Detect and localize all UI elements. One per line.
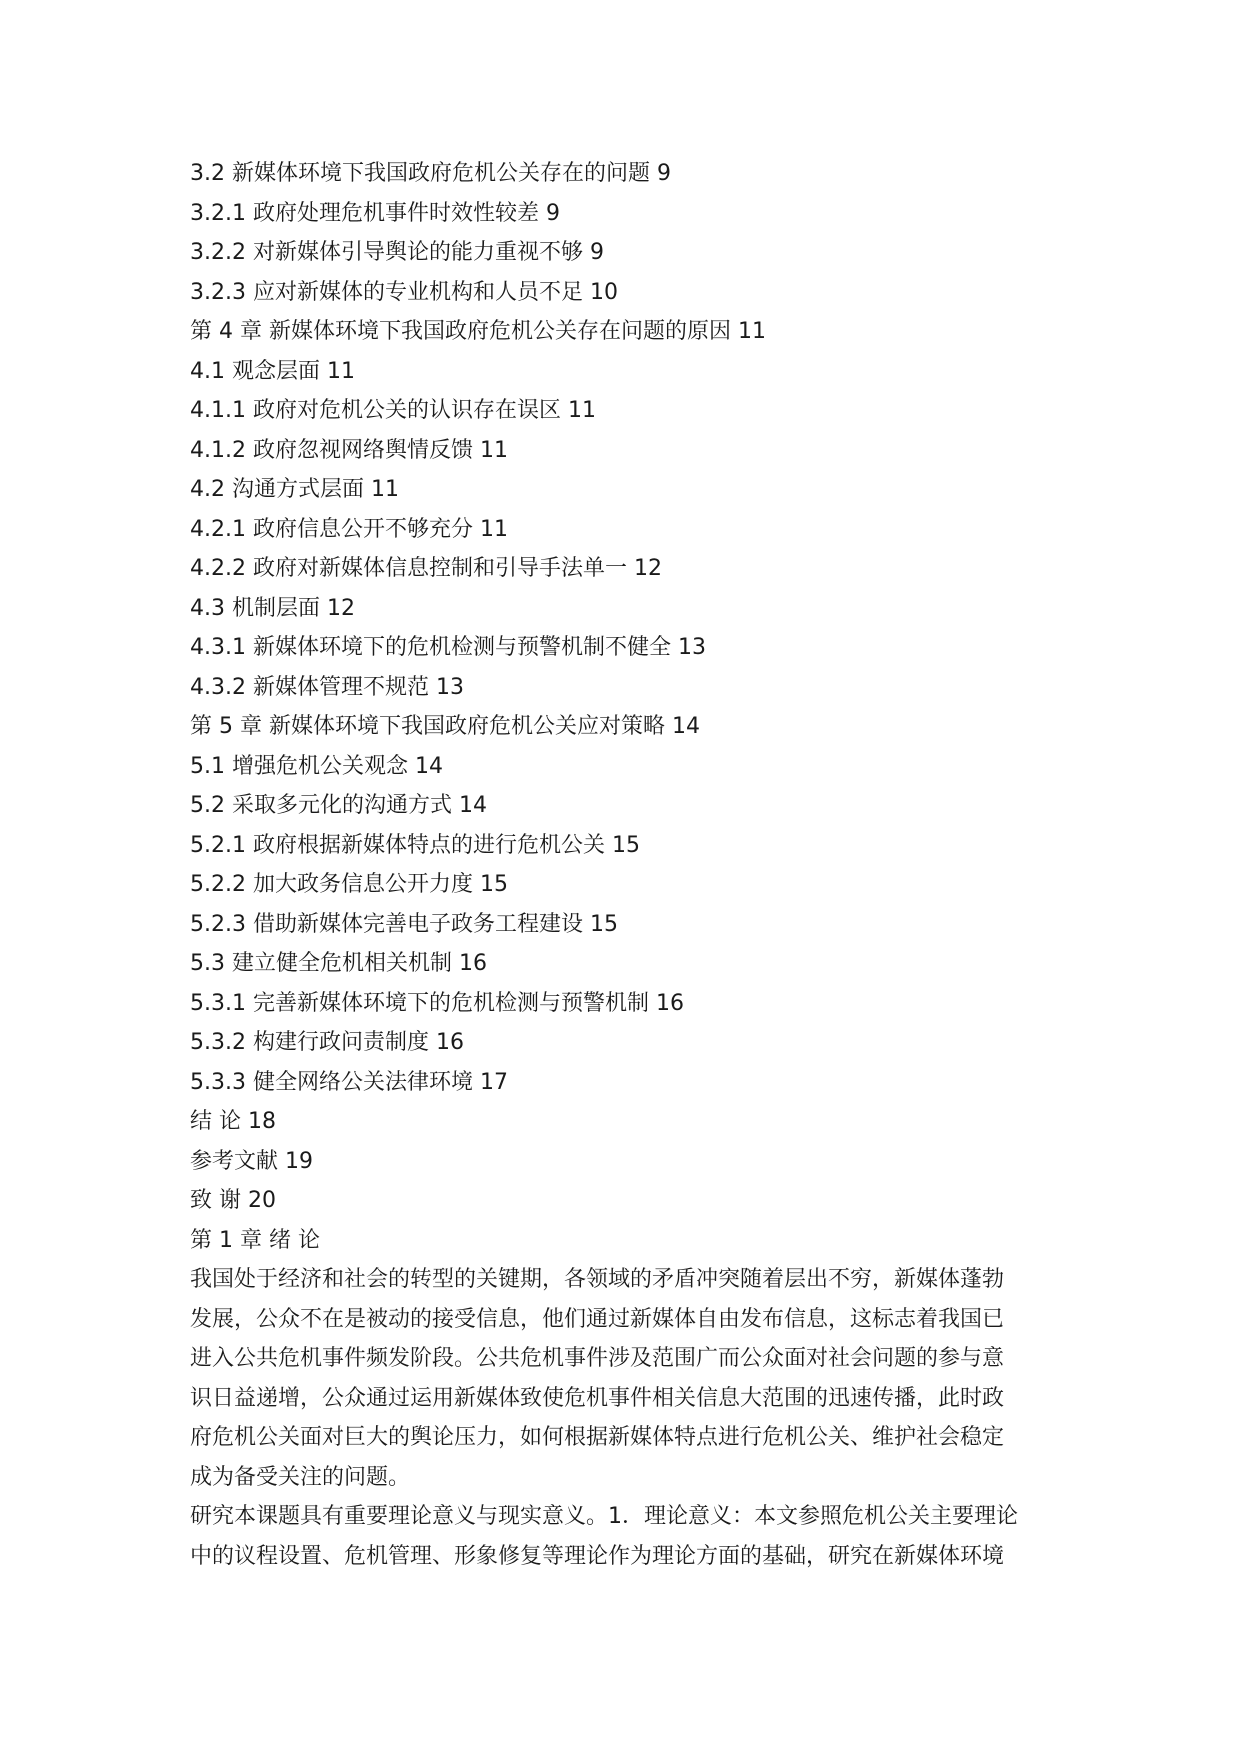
paragraph-line: 发展，公众不在是被动的接受信息，他们通过新媒体自由发布信息，这标志着我国已 bbox=[190, 1306, 1005, 1332]
toc-entry: 3.2.2 对新媒体引导舆论的能力重视不够 9 bbox=[190, 240, 604, 265]
paragraph-line: 进入公共危机事件频发阶段。公共危机事件涉及范围广而公众面对社会问题的参与意 bbox=[190, 1346, 1005, 1371]
toc-entry-acknowledgements: 致 谢 20 bbox=[190, 1188, 276, 1213]
toc-entry: 4.2.1 政府信息公开不够充分 11 bbox=[190, 516, 508, 542]
body-paragraph bbox=[190, 1260, 1060, 1497]
paragraph-line: 中的议程设置、危机管理、形象修复等理论作为理论方面的基础，研究在新媒体环境 bbox=[190, 1543, 1005, 1569]
paragraph-line: 我国处于经济和社会的转型的关键期，各领域的矛盾冲突随着层出不穷，新媒体蓬勃 bbox=[190, 1267, 1005, 1292]
paragraph-line: 成为备受关注的问题。 bbox=[190, 1464, 411, 1490]
toc-entry: 5.3.2 构建行政问责制度 16 bbox=[190, 1030, 464, 1055]
toc-entry: 5.2.2 加大政务信息公开力度 15 bbox=[190, 872, 508, 897]
toc-entry: 5.1 增强危机公关观念 14 bbox=[190, 753, 443, 779]
toc-entry: 4.3 机制层面 12 bbox=[190, 595, 355, 621]
toc-entry: 5.2.3 借助新媒体完善电子政务工程建设 15 bbox=[190, 911, 618, 937]
toc-chapter-heading: 第 4 章 新媒体环境下我国政府危机公关存在问题的原因 11 bbox=[190, 319, 766, 344]
toc-entry: 4.2.2 政府对新媒体信息控制和引导手法单一 12 bbox=[190, 556, 662, 581]
toc-entry: 3.2 新媒体环境下我国政府危机公关存在的问题 9 bbox=[190, 161, 671, 186]
paragraph-line: 府危机公关面对巨大的舆论压力，如何根据新媒体特点进行危机公关、维护社会稳定 bbox=[190, 1425, 1005, 1450]
toc-entry: 3.2.3 应对新媒体的专业机构和人员不足 10 bbox=[190, 279, 618, 305]
toc-entry: 4.2 沟通方式层面 11 bbox=[190, 477, 399, 502]
toc-entry: 5.2.1 政府根据新媒体特点的进行危机公关 15 bbox=[190, 832, 640, 858]
document-content bbox=[190, 154, 1060, 1576]
toc-entry: 5.3.3 健全网络公关法律环境 17 bbox=[190, 1069, 508, 1095]
toc-entry: 3.2.1 政府处理危机事件时效性较差 9 bbox=[190, 200, 560, 226]
toc-entry: 5.3 建立健全危机相关机制 16 bbox=[190, 951, 487, 976]
paragraph-line: 识日益递增，公众通过运用新媒体致使危机事件相关信息大范围的迅速传播，此时政 bbox=[190, 1385, 1005, 1411]
table-of-contents bbox=[190, 154, 1060, 1260]
toc-entry: 4.3.1 新媒体环境下的危机检测与预警机制不健全 13 bbox=[190, 635, 706, 660]
toc-entry: 5.3.1 完善新媒体环境下的危机检测与预警机制 16 bbox=[190, 990, 684, 1016]
toc-entry: 5.2 采取多元化的沟通方式 14 bbox=[190, 793, 487, 818]
paragraph-line: 研究本课题具有重要理论意义与现实意义。1．理论意义：本文参照危机公关主要理论 bbox=[190, 1504, 1018, 1529]
toc-entry: 4.1.1 政府对危机公关的认识存在误区 11 bbox=[190, 398, 596, 423]
toc-entry-references: 参考文献 19 bbox=[190, 1148, 313, 1174]
toc-entry: 4.3.2 新媒体管理不规范 13 bbox=[190, 674, 464, 700]
toc-chapter-heading: 第 5 章 新媒体环境下我国政府危机公关应对策略 14 bbox=[190, 714, 700, 739]
toc-entry: 4.1 观念层面 11 bbox=[190, 358, 355, 384]
chapter-1-heading: 第 1 章 绪 论 bbox=[190, 1227, 320, 1253]
body-paragraph bbox=[190, 1497, 1060, 1576]
toc-entry-conclusion: 结 论 18 bbox=[190, 1109, 276, 1134]
toc-entry: 4.1.2 政府忽视网络舆情反馈 11 bbox=[190, 437, 508, 463]
